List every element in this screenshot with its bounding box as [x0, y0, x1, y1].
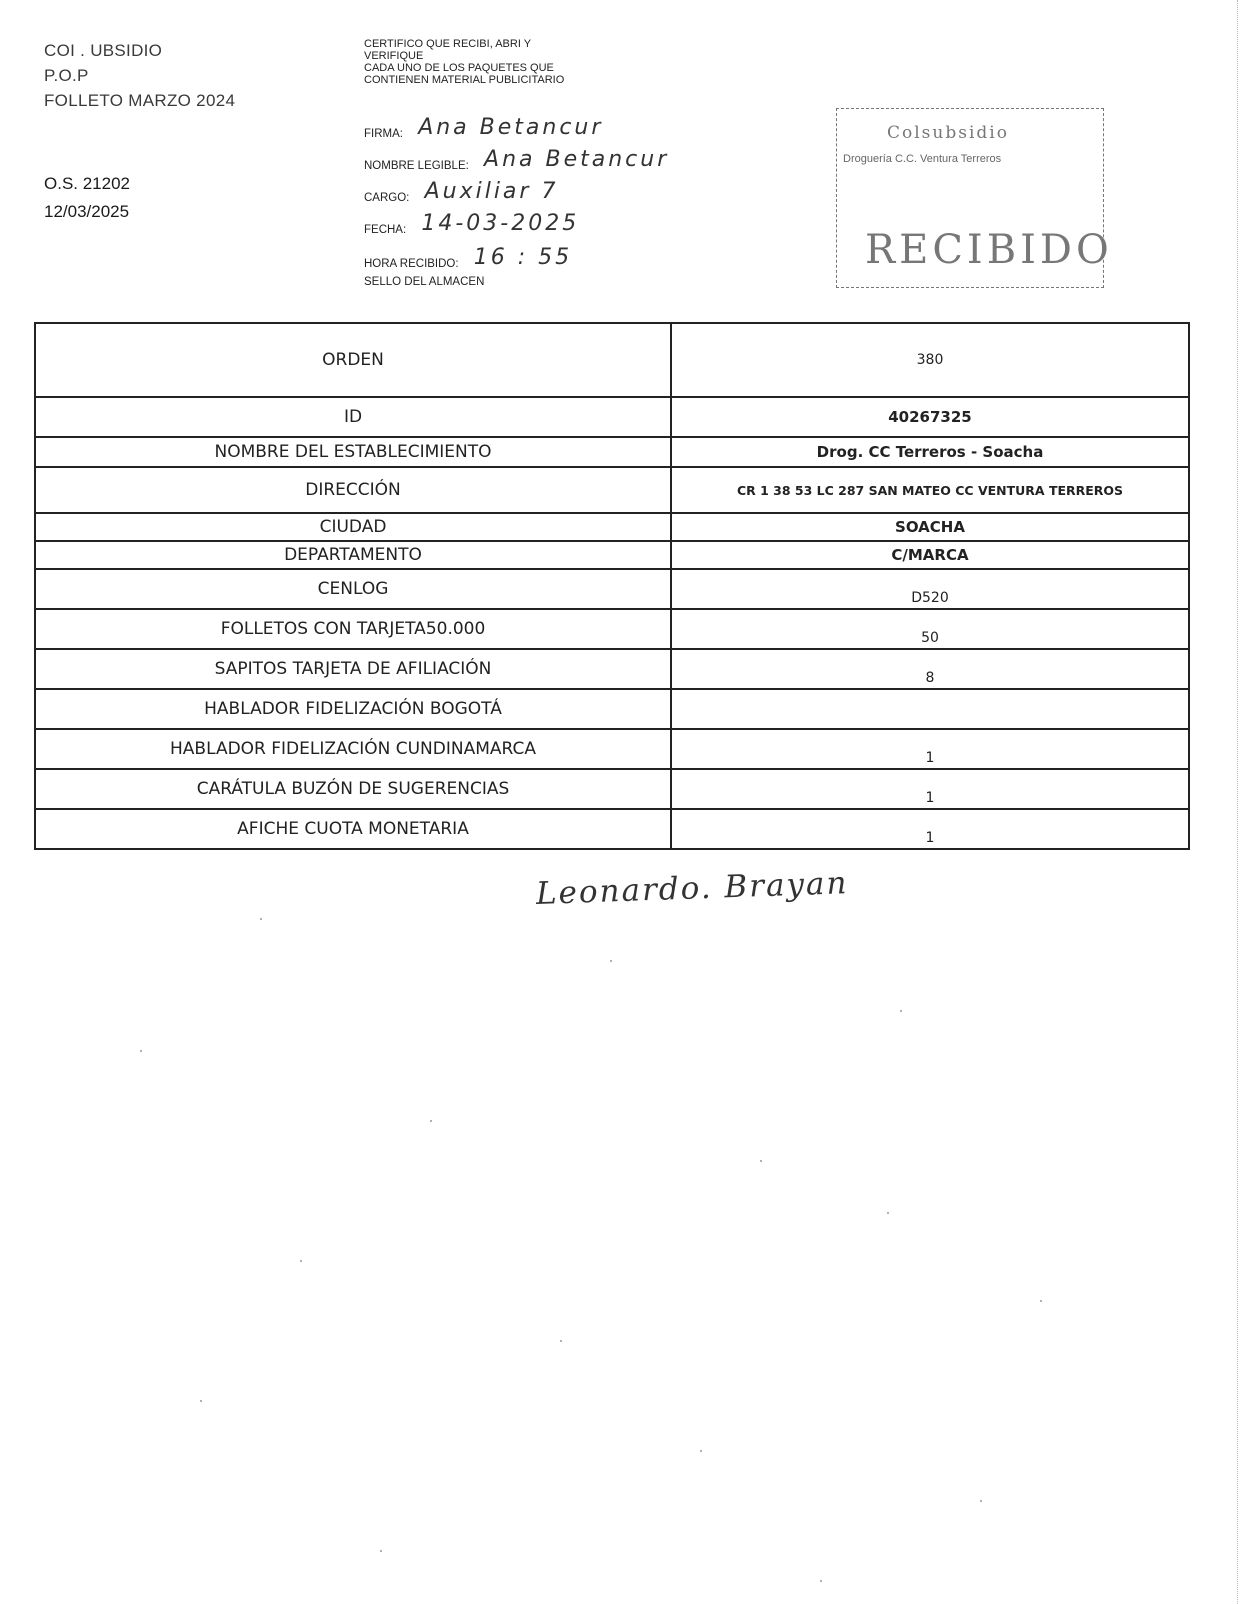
fecha-field — [364, 211, 580, 239]
table-row — [35, 609, 1189, 649]
row-label: FOLLETOS CON TARJETA50.000 — [35, 609, 671, 649]
row-label: SAPITOS TARJETA DE AFILIACIÓN — [35, 649, 671, 689]
table-row — [35, 649, 1189, 689]
fecha-handwritten: 14-03-2025 — [421, 211, 580, 236]
scan-speck — [980, 1500, 982, 1502]
scan-speck — [610, 960, 612, 962]
row-value: 380 — [671, 323, 1189, 397]
row-label: CIUDAD — [35, 513, 671, 541]
sello-label: SELLO DEL ALMACEN — [364, 276, 485, 288]
cargo-handwritten: Auxiliar 7 — [424, 179, 559, 204]
cert-line: CONTIENEN MATERIAL PUBLICITARIO — [364, 74, 565, 86]
firma-field — [364, 115, 604, 143]
row-value: SOACHA — [671, 513, 1189, 541]
page-edge-scan-line — [1236, 0, 1238, 1604]
cert-line: CADA UNO DE LOS PAQUETES QUE — [364, 62, 554, 74]
row-value: Drog. CC Terreros - Soacha — [671, 437, 1189, 467]
row-label: CENLOG — [35, 569, 671, 609]
header-left — [44, 38, 235, 113]
scan-speck — [560, 1340, 562, 1342]
row-label: HABLADOR FIDELIZACIÓN CUNDINAMARCA — [35, 729, 671, 769]
row-value: CR 1 38 53 LC 287 SAN MATEO CC VENTURA TERREROS — [671, 467, 1189, 513]
row-value: 1 — [671, 809, 1189, 849]
row-label: CARÁTULA BUZÓN DE SUGERENCIAS — [35, 769, 671, 809]
table-row — [35, 809, 1189, 849]
table-row — [35, 513, 1189, 541]
table-row — [35, 323, 1189, 397]
row-label: DEPARTAMENTO — [35, 541, 671, 569]
stamp-recibido: RECIBIDO — [865, 227, 1113, 273]
handwritten-signature: Leonardo. Brayan — [535, 865, 850, 912]
nombre-handwritten: Ana Betancur — [484, 147, 670, 172]
row-value: C/MARCA — [671, 541, 1189, 569]
fecha-label: FECHA: — [364, 224, 407, 236]
os-number: O.S. 21202 — [44, 174, 131, 193]
hora-field — [364, 245, 573, 273]
row-value — [671, 689, 1189, 729]
scan-speck — [430, 1120, 432, 1122]
folleto-line: FOLLETO MARZO 2024 — [44, 91, 236, 110]
table-row — [35, 769, 1189, 809]
row-label: ORDEN — [35, 323, 671, 397]
stamp-brand: Colsubsidio — [887, 123, 1009, 143]
delivery-table — [34, 322, 1190, 850]
order-info — [44, 170, 130, 226]
received-stamp — [836, 108, 1113, 288]
row-value: D520 — [671, 569, 1189, 609]
table-row — [35, 467, 1189, 513]
row-value: 1 — [671, 769, 1189, 809]
row-label: AFICHE CUOTA MONETARIA — [35, 809, 671, 849]
row-value: 50 — [671, 609, 1189, 649]
row-label: DIRECCIÓN — [35, 467, 671, 513]
scan-speck — [700, 1450, 702, 1452]
scan-speck — [300, 1260, 302, 1262]
scan-speck — [380, 1550, 382, 1552]
hora-handwritten: 16 : 55 — [473, 245, 573, 270]
company-line: COI . UBSIDIO — [44, 41, 163, 60]
scan-speck — [140, 1050, 142, 1052]
firma-handwritten: Ana Betancur — [418, 115, 604, 140]
row-label: NOMBRE DEL ESTABLECIMIENTO — [35, 437, 671, 467]
table-row — [35, 397, 1189, 437]
row-label: ID — [35, 397, 671, 437]
nombre-field — [364, 147, 670, 175]
firma-label: FIRMA: — [364, 128, 403, 140]
table-row — [35, 729, 1189, 769]
cert-line: VERIFIQUE — [364, 50, 424, 62]
scan-speck — [1040, 1300, 1042, 1302]
certification-text — [364, 38, 724, 86]
cargo-label: CARGO: — [364, 192, 410, 204]
row-value: 8 — [671, 649, 1189, 689]
table-row — [35, 689, 1189, 729]
cert-line: CERTIFICO QUE RECIBI, ABRI Y — [364, 38, 532, 50]
scan-speck — [900, 1010, 902, 1012]
cargo-field — [364, 179, 559, 207]
row-value: 1 — [671, 729, 1189, 769]
scan-speck — [760, 1160, 762, 1162]
scan-speck — [820, 1580, 822, 1582]
table-row — [35, 541, 1189, 569]
scan-speck — [200, 1400, 202, 1402]
table-row — [35, 437, 1189, 467]
stamp-store: Droguería C.C. Ventura Terreros — [843, 153, 1002, 165]
row-label: HABLADOR FIDELIZACIÓN BOGOTÁ — [35, 689, 671, 729]
scan-speck — [260, 918, 262, 920]
pop-line: P.O.P — [44, 66, 89, 85]
row-value: 40267325 — [671, 397, 1189, 437]
os-date: 12/03/2025 — [44, 202, 130, 221]
table-row — [35, 569, 1189, 609]
hora-label: HORA RECIBIDO: — [364, 258, 459, 270]
nombre-label: NOMBRE LEGIBLE: — [364, 160, 469, 172]
scan-speck — [887, 1212, 889, 1214]
